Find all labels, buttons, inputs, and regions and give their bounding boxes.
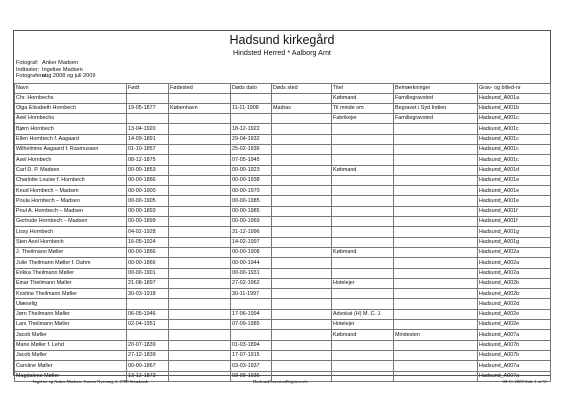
table-cell: Lissy Hornbech xyxy=(15,227,127,237)
table-row xyxy=(15,206,551,216)
table-cell xyxy=(394,206,478,216)
table-cell: 00-00-1899 xyxy=(127,217,169,227)
table-cell: 00-00-1938 xyxy=(231,175,272,185)
table-cell: 00-00-1985 xyxy=(231,196,272,206)
table-cell: Charlotte Louise f. Hornbech xyxy=(15,175,127,185)
grave-register-table xyxy=(14,83,551,382)
table-cell: 00-00-1866 xyxy=(127,247,169,257)
meta-block xyxy=(16,60,96,80)
table-cell: Hadsund_A001g xyxy=(478,227,551,237)
table-cell: Hadsund_A001c xyxy=(478,114,551,124)
table-cell xyxy=(169,93,231,103)
table-row xyxy=(15,134,551,144)
table-cell xyxy=(332,217,394,227)
table-cell xyxy=(332,124,394,134)
table-cell: Købmand xyxy=(332,93,394,103)
table-row xyxy=(15,330,551,340)
table-cell: Hadsund_A001d xyxy=(478,165,551,175)
table-cell xyxy=(127,299,169,309)
table-cell: Familiegravsted xyxy=(394,93,478,103)
table-cell: Begravet i Syd Indien xyxy=(394,103,478,113)
table-cell xyxy=(169,340,231,350)
table-cell xyxy=(272,196,332,206)
table-cell xyxy=(332,289,394,299)
table-cell: Hadsund_A001g xyxy=(478,237,551,247)
meta-row xyxy=(16,60,96,67)
table-cell xyxy=(169,134,231,144)
table-cell xyxy=(332,186,394,196)
table-cell xyxy=(231,299,272,309)
table-cell xyxy=(394,258,478,268)
table-cell: 19-05-1877 xyxy=(127,103,169,113)
table-cell xyxy=(272,155,332,165)
column-header: Døds sted xyxy=(272,84,332,94)
table-cell xyxy=(272,165,332,175)
table-cell xyxy=(272,247,332,257)
table-cell xyxy=(332,258,394,268)
table-cell: Advokat (H) M. C. J. xyxy=(332,309,394,319)
table-cell: 13-12-1873 xyxy=(127,371,169,381)
table-cell xyxy=(169,237,231,247)
table-cell xyxy=(272,299,332,309)
table-cell: Hadsund_A002e xyxy=(478,309,551,319)
table-cell xyxy=(272,124,332,134)
table-cell: 30-03-1918 xyxy=(127,289,169,299)
table-cell: 11-11-1908 xyxy=(231,103,272,113)
table-cell xyxy=(394,175,478,185)
table-cell: 00-00-1866 xyxy=(127,175,169,185)
table-cell xyxy=(332,268,394,278)
table-cell xyxy=(394,165,478,175)
table-cell: 00-00-1900 xyxy=(127,186,169,196)
table-cell: Madras xyxy=(272,103,332,113)
table-cell xyxy=(169,299,231,309)
table-cell: 27-02-1962 xyxy=(231,278,272,288)
table-cell xyxy=(394,155,478,165)
table-cell xyxy=(127,93,169,103)
table-cell xyxy=(272,289,332,299)
table-cell: Hadsund_A002a xyxy=(478,258,551,268)
table-cell: Sten Axel Hornbech xyxy=(15,237,127,247)
meta-key: Fotograf: xyxy=(16,60,39,66)
column-header: Døds dato xyxy=(231,84,272,94)
table-cell xyxy=(169,268,231,278)
table-cell: J. Theilmann Møller xyxy=(15,247,127,257)
table-cell: 20-07-1839 xyxy=(127,340,169,350)
table-row xyxy=(15,278,551,288)
table-cell: Fabrikejer xyxy=(332,114,394,124)
table-cell: Ulæselig xyxy=(15,299,127,309)
table-cell xyxy=(332,144,394,154)
table-cell: Ellen Hornbech f. Aagaard xyxy=(15,134,127,144)
table-cell: Lars Theilmann Møller xyxy=(15,320,127,330)
table-row xyxy=(15,361,551,371)
table-cell xyxy=(394,196,478,206)
table-cell xyxy=(272,330,332,340)
table-cell: 14-02-1997 xyxy=(231,237,272,247)
table-cell xyxy=(394,237,478,247)
meta-key: Indtaster: xyxy=(16,66,40,73)
table-cell: Hadsund_A002a xyxy=(478,268,551,278)
table-cell: 06-05-1946 xyxy=(127,309,169,319)
table-cell xyxy=(272,309,332,319)
table-cell: Jacob Møller xyxy=(15,330,127,340)
table-row xyxy=(15,114,551,124)
table-header-row xyxy=(15,84,551,94)
table-cell xyxy=(394,320,478,330)
table-cell xyxy=(332,196,394,206)
column-header: Grav- og billed-nr xyxy=(478,84,551,94)
table-cell xyxy=(272,361,332,371)
table-cell xyxy=(169,320,231,330)
table-row xyxy=(15,186,551,196)
column-header: Navn xyxy=(15,84,127,94)
table-cell: Wilhelmine Aagaard f. Rasmussen xyxy=(15,144,127,154)
table-cell: Chr. Hornbechs xyxy=(15,93,127,103)
table-cell: Poula Hornbech – Madsen xyxy=(15,196,127,206)
table-cell: Magdalene Møller xyxy=(15,371,127,381)
table-cell xyxy=(272,268,332,278)
table-cell: Bjørn Hornbech xyxy=(15,124,127,134)
table-cell: Carl D. P. Madsen xyxy=(15,165,127,175)
table-cell: Hadsund_A001c xyxy=(478,134,551,144)
table-cell xyxy=(272,320,332,330)
table-cell xyxy=(332,237,394,247)
table-cell: Hadsund_A001c xyxy=(478,144,551,154)
table-cell xyxy=(169,165,231,175)
page-footer xyxy=(13,378,551,386)
table-cell: Hadsund_A007a xyxy=(478,371,551,381)
table-cell: 01-03-1894 xyxy=(231,340,272,350)
footer-date-page: 08-11-2009 Side 1 af 31 xyxy=(502,379,547,384)
table-cell: 00-00-1931 xyxy=(231,268,272,278)
table-cell xyxy=(272,350,332,360)
table-cell: Poul A. Hornbech – Madsen xyxy=(15,206,127,216)
table-cell: Axel Hornbechs xyxy=(15,114,127,124)
table-cell xyxy=(169,186,231,196)
meta-value: Ingelise Madsen xyxy=(42,66,83,73)
table-cell: 17-06-1994 xyxy=(231,309,272,319)
table-cell: Mindesten xyxy=(394,330,478,340)
table-cell xyxy=(169,330,231,340)
table-cell: 07-05-1945 xyxy=(231,155,272,165)
table-row xyxy=(15,175,551,185)
table-cell xyxy=(169,124,231,134)
table-cell: 07-09-1985 xyxy=(231,320,272,330)
table-cell xyxy=(272,206,332,216)
table-cell xyxy=(169,196,231,206)
table-cell xyxy=(272,237,332,247)
table-cell: Jacob Møller xyxy=(15,350,127,360)
table-cell: 03-03-1937 xyxy=(231,361,272,371)
table-cell xyxy=(169,350,231,360)
table-cell xyxy=(169,258,231,268)
table-cell: 00-00-1985 xyxy=(231,206,272,216)
table-cell xyxy=(231,114,272,124)
table-cell xyxy=(127,114,169,124)
table-cell xyxy=(394,144,478,154)
table-cell xyxy=(394,217,478,227)
table-row xyxy=(15,268,551,278)
meta-value: Anker Madsen xyxy=(42,60,79,66)
table-cell: 00-00-1908 xyxy=(231,247,272,257)
document-page xyxy=(13,30,551,379)
table-cell: 27-12-1839 xyxy=(127,350,169,360)
table-row xyxy=(15,320,551,330)
table-cell: Hadsund_A001f xyxy=(478,217,551,227)
table-cell: 00-00-1901 xyxy=(127,268,169,278)
table-cell: 00-00-1867 xyxy=(127,361,169,371)
table-cell: Marie Møller f. Lehd xyxy=(15,340,127,350)
table-cell xyxy=(394,227,478,237)
meta-row xyxy=(16,73,96,80)
table-cell: Hadsund_A001c xyxy=(478,124,551,134)
table-row xyxy=(15,299,551,309)
table-cell xyxy=(272,186,332,196)
table-cell: Erikka Theilmann Møller xyxy=(15,268,127,278)
table-cell xyxy=(169,114,231,124)
table-cell xyxy=(332,206,394,216)
table-cell: Hadsund_A001a xyxy=(478,93,551,103)
table-cell xyxy=(169,361,231,371)
table-cell: 00-00-1969 xyxy=(231,217,272,227)
table-cell xyxy=(394,278,478,288)
table-cell xyxy=(332,340,394,350)
column-header: Titel xyxy=(332,84,394,94)
table-cell xyxy=(394,309,478,319)
table-cell: Hadsund_A002b xyxy=(478,289,551,299)
table-cell: Købmand xyxy=(332,165,394,175)
table-cell: Jørn Theilmann Møller xyxy=(15,309,127,319)
table-cell: Gertrude Hornbech – Madsen xyxy=(15,217,127,227)
table-cell: Julie Theilmann Møller f. Dahm xyxy=(15,258,127,268)
table-row xyxy=(15,227,551,237)
table-cell: Hadsund_A001b xyxy=(478,103,551,113)
document-subtitle: Hindsted Herred * Aalborg Amt xyxy=(233,48,331,57)
table-cell xyxy=(169,175,231,185)
table-cell: 29-04-1932 xyxy=(231,134,272,144)
table-cell xyxy=(272,175,332,185)
column-header: Bemærkninger xyxy=(394,84,478,94)
table-row xyxy=(15,258,551,268)
table-cell xyxy=(394,361,478,371)
table-cell xyxy=(394,124,478,134)
table-row xyxy=(15,165,551,175)
table-cell: 00-00-1866 xyxy=(127,258,169,268)
table-cell: 18-12-1922 xyxy=(231,124,272,134)
table-cell: København xyxy=(169,103,231,113)
table-row xyxy=(15,217,551,227)
table-cell: 08-12-1875 xyxy=(127,155,169,165)
table-cell xyxy=(272,217,332,227)
table-cell: Hadsund_A001e xyxy=(478,175,551,185)
table-cell xyxy=(272,258,332,268)
table-cell: Hotelejer xyxy=(332,278,394,288)
table-cell: Hadsund_A001e xyxy=(478,196,551,206)
table-body xyxy=(15,93,551,381)
table-row xyxy=(15,340,551,350)
table-cell: Familiegravsted xyxy=(394,114,478,124)
table-cell: Hotelejer xyxy=(332,320,394,330)
table-cell xyxy=(332,361,394,371)
table-cell xyxy=(332,227,394,237)
table-cell xyxy=(332,134,394,144)
meta-key: Fotograferet: xyxy=(16,73,49,80)
table-cell xyxy=(169,289,231,299)
table-cell: 30-11-1997 xyxy=(231,289,272,299)
table-cell: Axel Hornbech xyxy=(15,155,127,165)
table-cell: 14-09-1891 xyxy=(127,134,169,144)
table-row xyxy=(15,237,551,247)
meta-row xyxy=(16,67,96,74)
table-row xyxy=(15,93,551,103)
table-cell xyxy=(332,175,394,185)
table-cell xyxy=(272,134,332,144)
table-cell xyxy=(272,144,332,154)
table-cell: 00-00-1905 xyxy=(127,196,169,206)
table-cell: Til minde om xyxy=(332,103,394,113)
table-cell xyxy=(394,268,478,278)
table-cell: 00-00-1970 xyxy=(231,186,272,196)
table-cell: 03-09-1936 xyxy=(231,371,272,381)
table-cell: 17-07-1915 xyxy=(231,350,272,360)
table-row xyxy=(15,144,551,154)
footer-filename: HadsundGravstenRegister.xls xyxy=(253,379,308,384)
column-header: Fødested xyxy=(169,84,231,94)
table-cell: 00-00-1893 xyxy=(127,206,169,216)
table-cell: Hadsund_A001e xyxy=(478,186,551,196)
table-cell xyxy=(332,350,394,360)
table-cell xyxy=(394,340,478,350)
table-cell xyxy=(394,134,478,144)
table-row xyxy=(15,247,551,257)
table-cell xyxy=(272,227,332,237)
table-cell: 16-05-1924 xyxy=(127,237,169,247)
table-cell xyxy=(169,155,231,165)
table-cell: Hadsund_A002b xyxy=(478,278,551,288)
table-row xyxy=(15,155,551,165)
table-cell xyxy=(169,278,231,288)
table-cell: Købmand xyxy=(332,247,394,257)
table-cell: Knud Hornbech – Madsen xyxy=(15,186,127,196)
table-cell xyxy=(169,144,231,154)
table-cell xyxy=(332,299,394,309)
meta-value: aug 2008 og juli 2009 xyxy=(42,73,96,80)
table-cell: Hadsund_A007b xyxy=(478,340,551,350)
table-cell xyxy=(272,278,332,288)
table-cell xyxy=(394,350,478,360)
table-cell: Hadsund_A002a xyxy=(478,247,551,257)
table-cell xyxy=(272,114,332,124)
table-cell: 00-00-1923 xyxy=(231,165,272,175)
table-cell: 01-10-1857 xyxy=(127,144,169,154)
table-cell: 00-00-1853 xyxy=(127,165,169,175)
table-cell: Hadsund_A002d xyxy=(478,299,551,309)
table-cell xyxy=(169,309,231,319)
table-row xyxy=(15,196,551,206)
table-cell: Kristine Theilmann Møller xyxy=(15,289,127,299)
table-cell xyxy=(169,206,231,216)
table-cell: Købmand xyxy=(332,330,394,340)
footer-address: Ingelise og Anker Madsen, Sween Nyevang 2, 4780 Stambank xyxy=(33,379,149,384)
table-row xyxy=(15,289,551,299)
table-cell xyxy=(231,93,272,103)
table-cell xyxy=(231,330,272,340)
document-title: Hadsund kirkegård xyxy=(229,33,335,47)
table-cell: Hadsund_A007b xyxy=(478,350,551,360)
table-cell: Hadsund_A002e xyxy=(478,320,551,330)
table-row xyxy=(15,350,551,360)
table-row xyxy=(15,103,551,113)
table-cell: 02-04-1951 xyxy=(127,320,169,330)
table-cell xyxy=(127,330,169,340)
table-row xyxy=(15,124,551,134)
table-cell: 13-04-1920 xyxy=(127,124,169,134)
table-cell: Hadsund_A007a xyxy=(478,330,551,340)
table-cell: Olga Elisabeth Hornbech xyxy=(15,103,127,113)
table-cell xyxy=(169,247,231,257)
table-cell xyxy=(169,217,231,227)
table-cell: 00-00-1944 xyxy=(231,258,272,268)
table-cell xyxy=(394,247,478,257)
table-cell xyxy=(394,299,478,309)
column-header: Født xyxy=(127,84,169,94)
table-cell xyxy=(332,155,394,165)
table-cell: Einar Theilmann Møller xyxy=(15,278,127,288)
table-cell xyxy=(272,340,332,350)
table-cell: Caroline Møller xyxy=(15,361,127,371)
table-cell: Hadsund_A007a xyxy=(478,361,551,371)
table-cell xyxy=(272,93,332,103)
table-cell: 04-02-1928 xyxy=(127,227,169,237)
table-cell xyxy=(394,186,478,196)
table-cell: 21-08-1897 xyxy=(127,278,169,288)
table-row xyxy=(15,309,551,319)
table-cell xyxy=(394,289,478,299)
table-cell: Hadsund_A001c xyxy=(478,155,551,165)
table-cell: Hadsund_A001f xyxy=(478,206,551,216)
table-cell xyxy=(169,227,231,237)
table-cell: 25-02-1936 xyxy=(231,144,272,154)
table-cell: 31-12-1996 xyxy=(231,227,272,237)
